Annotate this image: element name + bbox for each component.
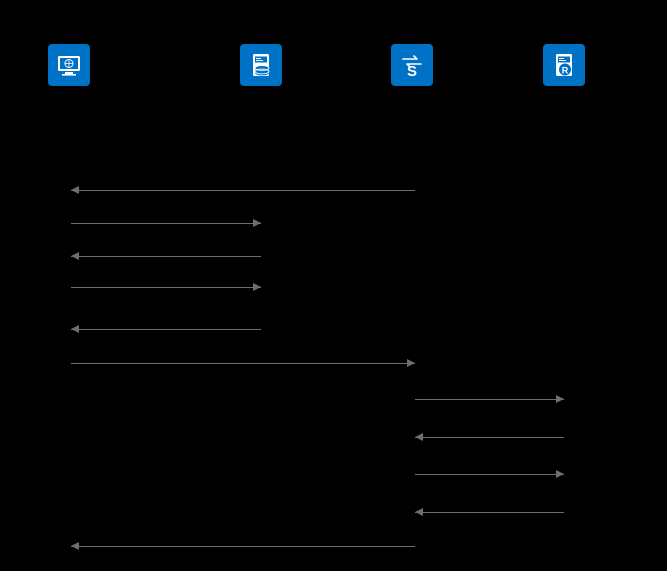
diagram-node-client[interactable] xyxy=(48,44,90,86)
arrow-line xyxy=(71,223,261,224)
message-arrow-m8 xyxy=(415,431,564,443)
monitor-client-icon xyxy=(55,51,83,79)
message-arrow-m3 xyxy=(71,250,261,262)
message-arrow-m9 xyxy=(415,468,564,480)
svg-text:R: R xyxy=(561,65,569,76)
arrow-line xyxy=(415,437,564,438)
arrow-line xyxy=(415,474,564,475)
message-arrow-m11 xyxy=(71,540,415,552)
arrow-line xyxy=(71,363,415,364)
arrow-head-left xyxy=(71,542,79,550)
message-arrow-m6 xyxy=(71,357,415,369)
arrow-line xyxy=(71,287,261,288)
arrow-head-right xyxy=(556,470,564,478)
arrow-line xyxy=(415,512,564,513)
message-arrow-m7 xyxy=(415,393,564,405)
svg-text:S: S xyxy=(406,63,418,79)
arrow-head-left xyxy=(415,508,423,516)
arrow-head-right xyxy=(253,219,261,227)
arrow-head-left xyxy=(71,252,79,260)
arrow-head-left xyxy=(71,186,79,194)
arrow-line xyxy=(71,256,261,257)
arrow-head-right xyxy=(407,359,415,367)
arrow-head-left xyxy=(415,433,423,441)
arrow-head-left xyxy=(71,325,79,333)
message-arrow-m2 xyxy=(71,217,261,229)
arrow-head-right xyxy=(253,283,261,291)
message-arrow-m4 xyxy=(71,281,261,293)
message-arrow-m5 xyxy=(71,323,261,335)
sync-service-icon xyxy=(398,51,426,79)
message-arrow-m1 xyxy=(71,184,415,196)
server-database-icon xyxy=(247,51,275,79)
message-arrow-m10 xyxy=(415,506,564,518)
arrow-line xyxy=(71,329,261,330)
arrow-line xyxy=(71,190,415,191)
diagram-node-resource-server[interactable] xyxy=(543,44,585,86)
arrow-line xyxy=(415,399,564,400)
arrow-line xyxy=(71,546,415,547)
diagram-node-app-server[interactable] xyxy=(240,44,282,86)
server-resource-icon xyxy=(550,51,578,79)
arrow-head-right xyxy=(556,395,564,403)
diagram-node-sync-service[interactable] xyxy=(391,44,433,86)
